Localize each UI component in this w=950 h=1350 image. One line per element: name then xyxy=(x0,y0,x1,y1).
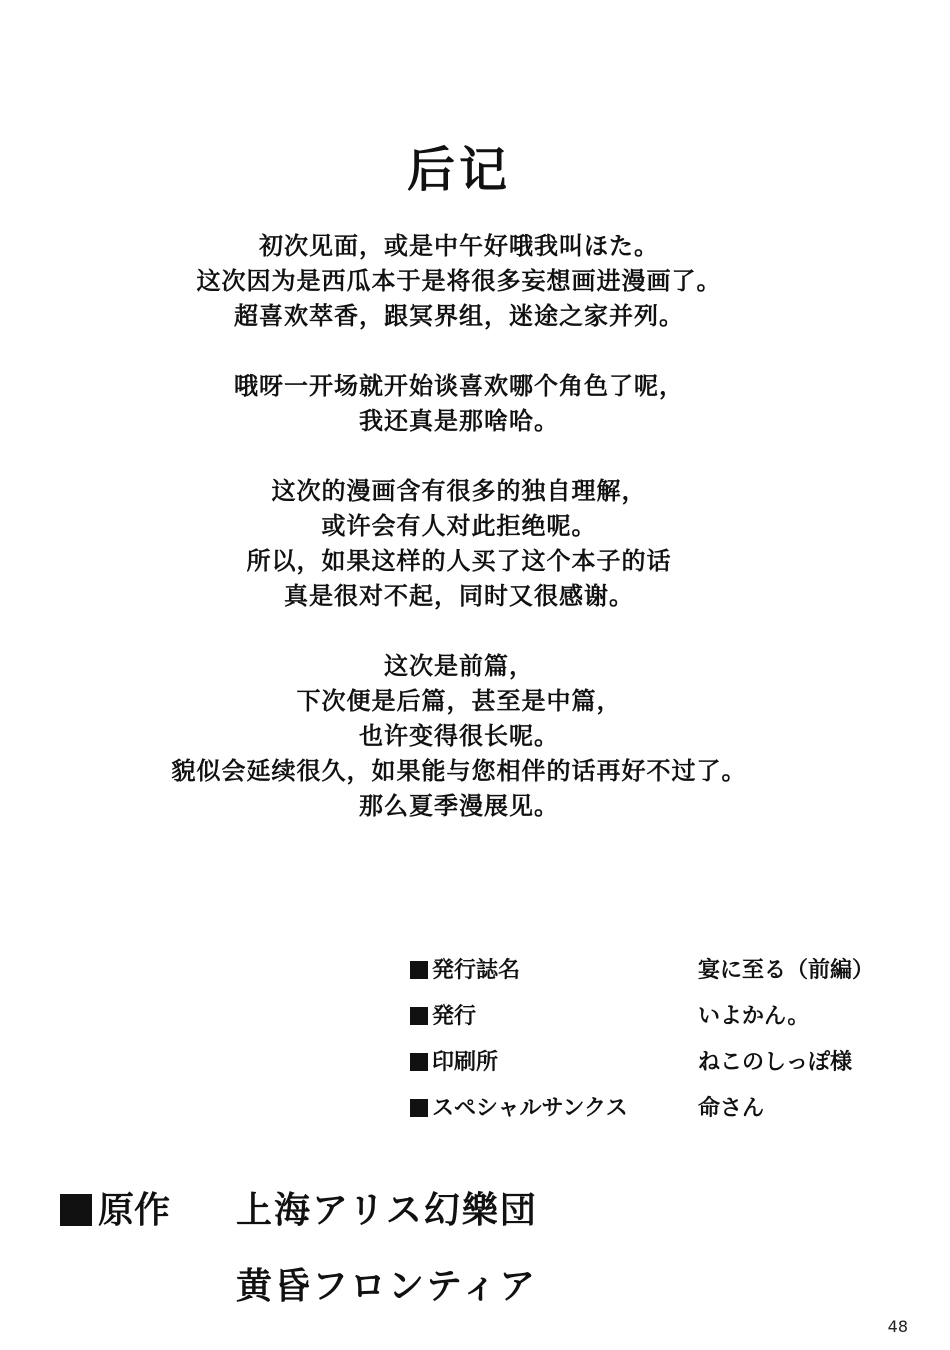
text-line: 所以，如果这样的人买了这个本子的话 xyxy=(246,546,672,575)
text-line: 真是很对不起，同时又很感谢。 xyxy=(284,581,634,610)
colophon-label-text: 発行 xyxy=(432,1003,477,1029)
colophon-value: 宴に至る（前編） xyxy=(698,957,875,983)
text-line: 下次便是后篇，甚至是中篇， xyxy=(296,686,622,715)
paragraph-3 xyxy=(0,473,918,613)
colophon-value: いよかん。 xyxy=(698,1003,810,1029)
original-row-2 xyxy=(60,1256,920,1332)
text-line: 这次因为是西瓜本于是将很多妄想画进漫画了。 xyxy=(196,266,722,295)
colophon-row-thanks xyxy=(410,1088,930,1134)
square-bullet-icon xyxy=(410,1099,428,1117)
colophon-label-text: 印刷所 xyxy=(432,1049,499,1075)
colophon-label-text: 発行誌名 xyxy=(432,957,521,983)
page-number: 48 xyxy=(887,1317,908,1336)
text-line: 我还真是那啥哈。 xyxy=(359,406,559,435)
colophon-label xyxy=(410,1042,498,1082)
text-line: 超喜欢萃香，跟冥界组，迷途之家并列。 xyxy=(234,301,684,330)
text-line: 或许会有人对此拒绝呢。 xyxy=(321,511,597,540)
colophon-row-title xyxy=(410,950,930,996)
colophon-row-publisher xyxy=(410,996,930,1042)
colophon-label xyxy=(410,996,476,1036)
square-bullet-icon xyxy=(410,961,428,979)
text-line: 那么夏季漫展见。 xyxy=(359,791,559,820)
text-line: 貌似会延续很久，如果能与您相伴的话再好不过了。 xyxy=(171,756,747,785)
text-line: 这次的漫画含有很多的独自理解， xyxy=(271,476,647,505)
colophon xyxy=(410,950,930,1134)
square-bullet-icon xyxy=(410,1007,428,1025)
afterword-body xyxy=(0,228,918,858)
original-value: 上海アリス幻樂団 xyxy=(236,1189,538,1231)
colophon-row-printer xyxy=(410,1042,930,1088)
colophon-value: ねこのしっぽ様 xyxy=(698,1049,853,1075)
text-line: 也许变得很长呢。 xyxy=(359,721,559,750)
text-line: 这次是前篇， xyxy=(384,651,534,680)
page-title: 后记 xyxy=(406,142,511,198)
original-work xyxy=(60,1180,920,1332)
original-label-text: 原作 xyxy=(98,1189,171,1231)
colophon-label xyxy=(410,950,520,990)
square-bullet-icon xyxy=(410,1053,428,1071)
paragraph-1 xyxy=(0,228,918,333)
paragraph-4 xyxy=(0,648,918,823)
colophon-label-text: スペシャルサンクス xyxy=(432,1095,628,1121)
square-bullet-icon xyxy=(60,1194,92,1226)
colophon-label xyxy=(410,1088,628,1128)
original-label xyxy=(60,1180,170,1240)
text-line: 初次见面，或是中午好哦我叫ほた。 xyxy=(259,231,659,260)
colophon-value: 命さん xyxy=(698,1095,765,1121)
original-value: 黄昏フロンティア xyxy=(236,1265,538,1307)
paragraph-2 xyxy=(0,368,918,438)
text-line: 哦呀一开场就开始谈喜欢哪个角色了呢， xyxy=(234,371,684,400)
original-row-1 xyxy=(60,1180,920,1256)
